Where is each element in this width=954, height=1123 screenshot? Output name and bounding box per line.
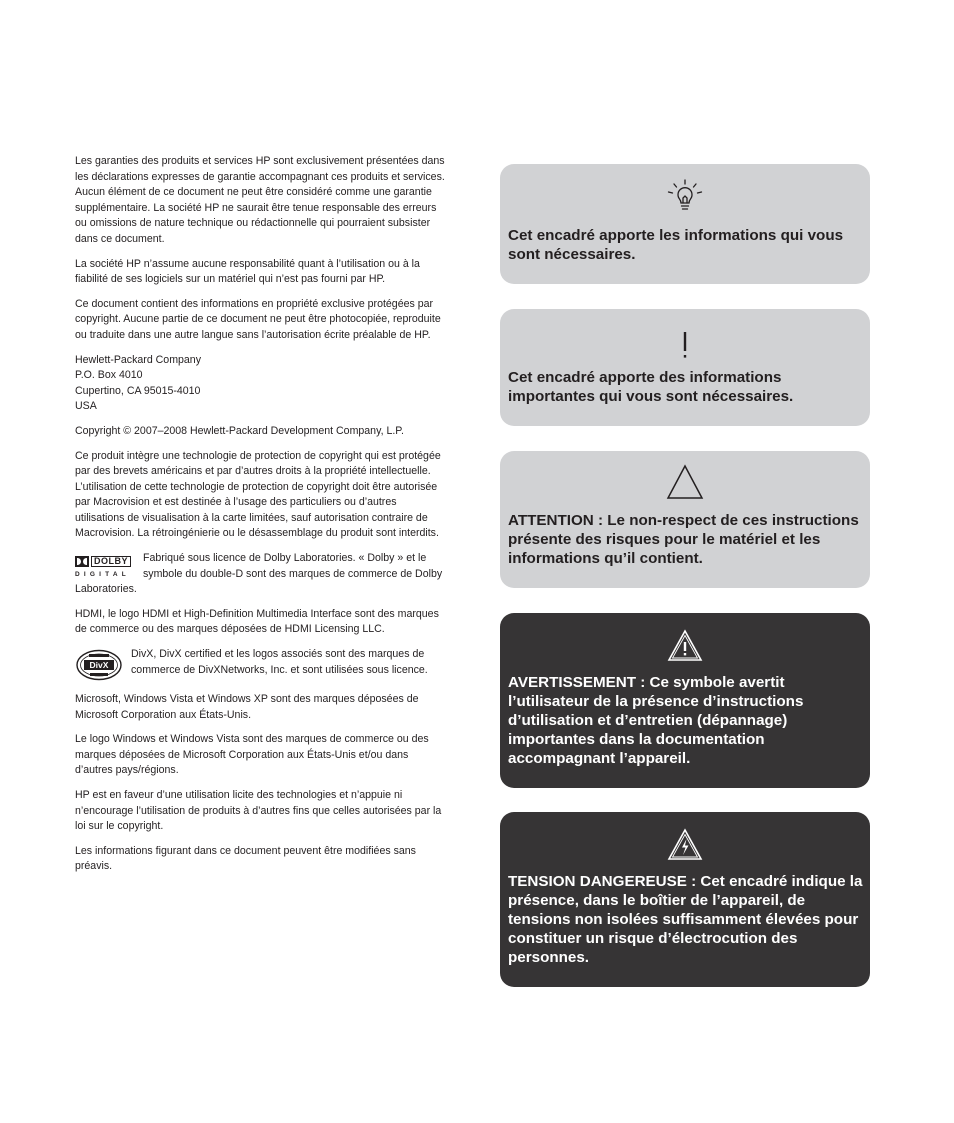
dolby-logo-digital: DIGITAL [75,571,130,579]
divx-text: DivX, DivX certified et les logos associés sont des marques de commerce de DivXNetworks, Inc. et sont utilisées sous licence. [131,648,428,676]
triangle-icon [665,463,705,501]
high-voltage-icon [667,828,703,862]
double-d-icon [75,556,89,567]
company-address: Hewlett-Packard Company P.O. Box 4010 Cupertino, CA 95015-4010 USA [75,353,201,413]
copyright-paragraph: Copyright © 2007–2008 Hewlett-Packard Development Company, L.P. [75,424,404,437]
dolby-paragraph [75,551,447,598]
hdmi-paragraph: HDMI, le logo HDMI et High-Definition Multimedia Interface sont des marques de commerce ou des marques déposées de HDMI Licensing LLC. [75,607,439,636]
copyright-law-paragraph: HP est en faveur d’une utilisation licite des technologies et n’appuie ni n’encourage l’utilisation de produits à d’autres fins que celles autorisées par la loi sur le copyright. [75,789,442,833]
high-voltage-box [500,812,870,987]
legal-notice-column [75,154,447,884]
divx-paragraph [75,647,447,683]
proprietary-info-paragraph: Ce document contient des informations en propriété exclusive protégées par copyright. Aucune partie de ce document ne peut être photocopiée, reproduite ou traduite dans une autre langue sans l’autorisation écrite préalable de HP. [75,297,441,341]
warning-box [500,613,870,788]
exclamation-icon [678,331,692,361]
caution-box [500,451,870,588]
windows-logo-paragraph: Le logo Windows et Windows Vista sont des marques de commerce ou des marques déposées de Microsoft Corporation aux États-Unis et/ou dans d’autres pays/régions. [75,733,429,777]
warning-box-text: AVERTISSEMENT : Ce symbole avertit l’utilisateur de la présence d’instructions d’utilisation et d’entretien (dépannage) importantes dans la documentation accompagnant l’appareil. [508,674,804,767]
macrovision-paragraph: Ce produit intègre une technologie de protection de copyright qui est protégée par des brevets américains et par d’autres droits à la propriété intellectuelle. L’utilisation de cette technologie de protection de copyright doit être autorisée par Macrovision et est destinée à l’usage des particuliers ou d’autres utilisations de visualisation à la carte limitées, sauf autorisation contraire de Macrovision. La rétroingénierie ou le désassemblage du produit sont interdits. [75,449,441,540]
high-voltage-box-text: TENSION DANGEREUSE : Cet encadré indique la présence, dans le boîtier de l’appareil, de tensions non isolées suffisamment élevées pour constituer un risque d’électrocution des personnes. [508,873,863,966]
divx-logo-word: DivX [89,660,109,671]
caution-box-text: ATTENTION : Le non-respect de ces instructions présente des risques pour le matériel et les informations qu’il contient. [508,512,859,567]
divx-certified-logo [75,649,123,681]
lightbulb-icon [665,178,705,218]
important-box-text: Cet encadré apporte des informations importantes qui vous sont nécessaires. [508,369,794,405]
modification-paragraph: Les informations figurant dans ce document peuvent être modifiées sans préavis. [75,844,416,873]
important-box [500,309,870,426]
dolby-text: Fabriqué sous licence de Dolby Laboratories. « Dolby » et le symbole du double-D sont des marques de commerce de Dolby Laboratories. [75,552,443,596]
warning-triangle-icon [667,629,703,663]
dolby-logo [75,555,135,581]
note-box-text: Cet encadré apporte les informations qui vous sont nécessaires. [508,227,844,263]
microsoft-paragraph: Microsoft, Windows Vista et Windows XP sont des marques déposées de Microsoft Corporation aux États-Unis. [75,693,419,721]
software-liability-paragraph: La société HP n’assume aucune responsabilité quant à l’utilisation ou à la fiabilité de ses logiciels sur un matériel qui n’est pas fourni par HP. [75,257,420,286]
note-box [500,164,870,284]
dolby-logo-word: DOLBY [91,556,131,567]
warranty-paragraph: Les garanties des produits et services HP sont exclusivement présentées dans les déclarations expresses de garantie accompagnant ces produits et services. Aucun élément de ce document ne peut être considéré comme une garantie supplémentaire. La société HP ne saurait être tenue responsable des erreurs ou omissions de nature technique ou rédactionnelle qui pourraient subsister dans ce document. [75,155,445,245]
